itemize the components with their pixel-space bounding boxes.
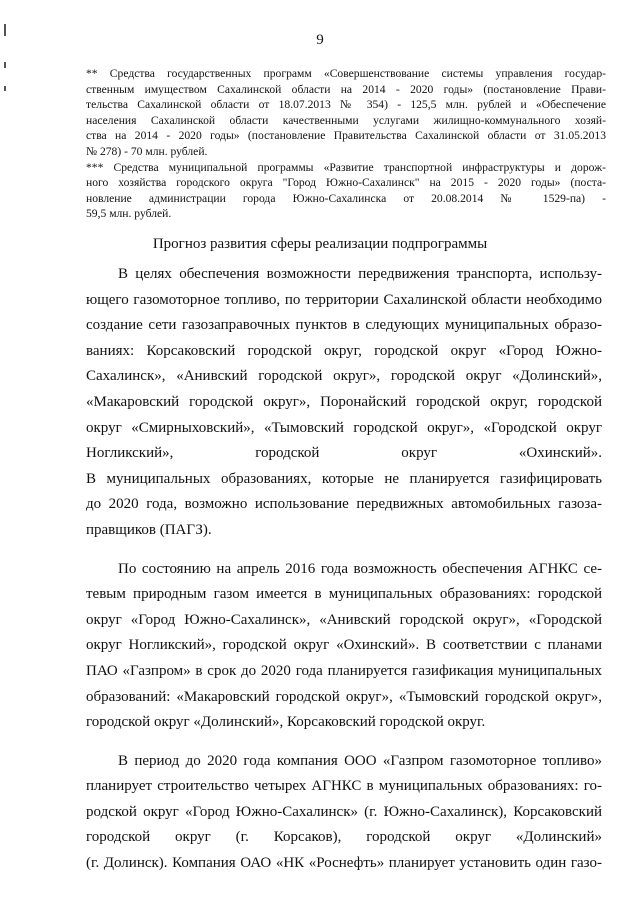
footnote-line: населения Сахалинской области качественными услугами жилищно-коммунального хозяй-: [86, 113, 606, 127]
page-number: 9: [316, 32, 324, 48]
footnote-line: 59,5 млн. рублей.: [86, 207, 172, 221]
paragraph-line: городской округ «Долинский», Корсаковский городской округ.: [86, 714, 486, 731]
paragraph-line: В муниципальных образованиях, которые не планируется газифицировать: [86, 470, 602, 487]
body-text: [86, 262, 602, 877]
paragraph-line: В целях обеспечения возможности передвижения транспорта, использу-: [118, 266, 602, 282]
paragraph-line: образований: «Макаровский городской округ», «Тымовский городской округ»,: [86, 688, 602, 705]
footnote-line: № 278) - 70 млн. рублей.: [86, 144, 208, 158]
paragraph-line: округ «Город Южно-Сахалинск», «Анивский городской округ», «Городской: [86, 611, 602, 628]
paragraph-line: создание сети газозаправочных пунктов в следующих муниципальных образо-: [86, 317, 602, 334]
paragraph-line: правщиков (ПАГЗ).: [86, 521, 212, 538]
paragraph-line: планирует строительство четырех АГНКС в муниципальных образованиях: го-: [86, 778, 602, 795]
footnote-line: тельства Сахалинской области от 18.07.2013 № 354) - 125,5 млн. рублей и «Обеспечение: [86, 98, 606, 112]
paragraph-line: Ногликский», городской округ «Охинский».: [86, 445, 602, 462]
footnotes: [86, 66, 606, 222]
footnote-line: ** Средства государственных программ «Совершенствование системы управления государ-: [86, 67, 606, 80]
paragraph-line: городской округ (г. Корсаков), городской округ «Долинский»: [86, 829, 602, 846]
paragraph-line: ПАО «Газпром» в срок до 2020 года планируется газификация муниципальных: [86, 662, 602, 679]
section-title: Прогноз развития сферы реализации подпрограммы: [152, 236, 488, 252]
paragraph-line: округ Ногликский», городской округ «Охинский». В соответствии с планами: [86, 637, 602, 654]
paragraph-line: тевым природным газом имеется в муниципальных образованиях: городской: [86, 586, 602, 603]
paragraph-line: В период до 2020 года компания ООО «Газпром газомоторное топливо»: [118, 752, 602, 769]
paragraph-line: По состоянию на апрель 2016 года возможность обеспечения АГНКС се-: [118, 560, 602, 577]
paragraph-line: ваниях: Корсаковский городской округ, городской округ «Город Южно-: [86, 342, 602, 359]
scan-margin-mark: [4, 62, 6, 68]
scan-margin-mark: [4, 86, 6, 91]
paragraph-line: ющего газомоторное топливо, по территории Сахалинской области необходимо: [86, 291, 602, 308]
paragraph-line: «Макаровский городской округ», Поронайский городской округ, городской: [86, 393, 602, 410]
paragraph-line: (г. Долинск). Компания ОАО «НК «Роснефть» планирует установить один газо-: [86, 855, 602, 872]
paragraph-line: родской округ «Город Южно-Сахалинск» (г. Южно-Сахалинск), Корсаковский: [86, 803, 602, 820]
paragraph-line: округ «Смирныховский», «Тымовский городской округ», «Городской округ: [86, 419, 602, 436]
footnote-line: ства на 2014 - 2020 годы» (постановление Правительства Сахалинской области от 31.05.2013: [86, 129, 606, 143]
paragraph-line: Сахалинск», «Анивский городской округ», городской округ «Долинский»,: [86, 368, 602, 385]
footnote-line: ного хозяйства городского округа "Город Южно-Сахалинск" на 2015 - 2020 годы» (поста-: [86, 176, 606, 190]
paragraph-line: до 2020 года, возможно использование передвижных автомобильных газоза-: [86, 496, 602, 513]
footnote-line: *** Средства муниципальной программы «Развитие транспортной инфраструктуры и дорож-: [86, 160, 606, 174]
footnote-line: новление администрации города Южно-Сахалинска от 20.08.2014 № 1529-па) -: [86, 191, 606, 205]
footnote-line: ственным имуществом Сахалинской области на 2014 - 2020 годы» (постановление Прави-: [86, 82, 606, 96]
